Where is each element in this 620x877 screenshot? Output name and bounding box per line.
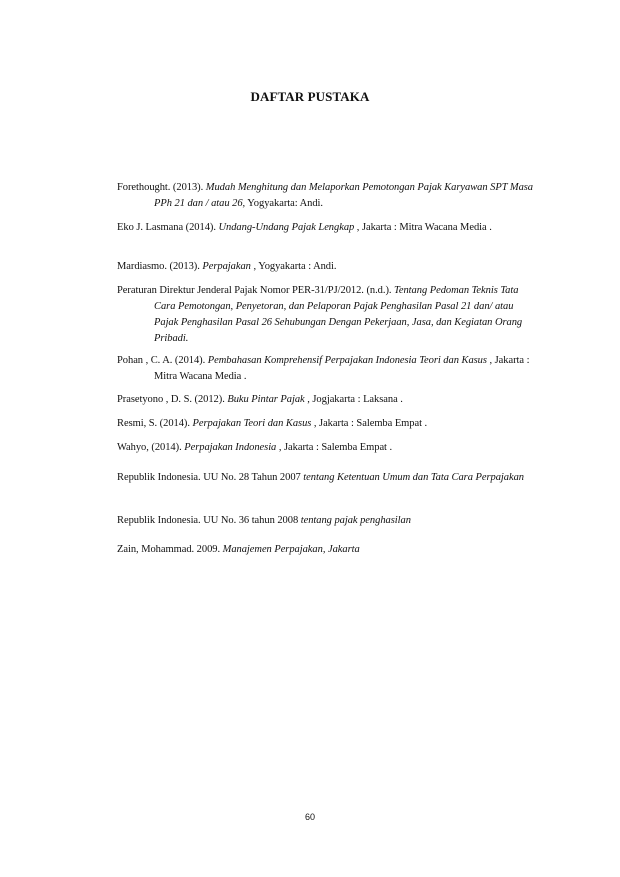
reference-title: tentang Ketentuan Umum dan Tata Cara Perpajakan (303, 472, 524, 483)
reference-author: Resmi, S. (2014). (117, 418, 193, 429)
reference-item (117, 259, 535, 275)
reference-item (117, 392, 535, 408)
reference-publisher: , Yogyakarta : Andi. (250, 261, 337, 272)
reference-item (117, 542, 535, 558)
reference-item (117, 416, 535, 432)
reference-author: Forethought. (2013). (117, 182, 206, 193)
reference-item (117, 283, 535, 347)
reference-title: Undang-Undang Pajak Lengkap (218, 222, 355, 233)
reference-title: Manajemen Perpajakan, Jakarta (222, 544, 360, 555)
reference-author: Wahyo, (2014). (117, 442, 185, 453)
reference-title: tentang pajak penghasilan (300, 515, 411, 526)
reference-item (117, 353, 535, 385)
reference-item (117, 440, 535, 456)
reference-author: Prasetyono , D. S. (2012). (117, 394, 228, 405)
reference-publisher: Yogyakarta: Andi. (245, 198, 323, 209)
reference-author: Republik Indonesia. UU No. 28 Tahun 2007 (117, 472, 304, 483)
reference-publisher: , Jogjakarta : Laksana . (304, 394, 403, 405)
reference-title: Perpajakan Teori dan Kasus (192, 418, 312, 429)
page-number: 60 (304, 812, 315, 822)
reference-publisher: , Jakarta : Mitra Wacana Media . (154, 355, 530, 382)
reference-title: Mudah Menghitung dan Melaporkan Pemotongan Pajak Karyawan SPT Masa PPh 21 dan / atau 26, (154, 182, 534, 209)
reference-author: Peraturan Direktur Jenderal Pajak Nomor PER-31/PJ/2012. (n.d.). (117, 285, 395, 296)
reference-title: Perpajakan Indonesia (184, 442, 277, 453)
reference-author: Pohan , C. A. (2014). (117, 355, 208, 366)
reference-item (117, 180, 535, 212)
reference-author: Eko J. Lasmana (2014). (117, 222, 219, 233)
reference-author: Republik Indonesia. UU No. 36 tahun 2008 (117, 515, 301, 526)
reference-publisher: , Jakarta : Salemba Empat . (311, 418, 428, 429)
reference-item (117, 220, 535, 236)
reference-title: Pembahasan Komprehensif Perpajakan Indonesia Teori dan Kasus (207, 355, 487, 366)
reference-title: Perpajakan (202, 261, 251, 272)
reference-item (117, 470, 535, 486)
reference-title: Buku Pintar Pajak (227, 394, 305, 405)
reference-author: Mardiasmo. (2013). (117, 261, 203, 272)
reference-item (117, 513, 535, 529)
reference-publisher: , Jakarta : Mitra Wacana Media . (354, 222, 492, 233)
reference-publisher: , Jakarta : Salemba Empat . (276, 442, 393, 453)
reference-title: Tentang Pedoman Teknis Tata Cara Pemotongan, Penyetoran, dan Pelaporan Pajak Penghasilan Pasal 21 dan/ atau Pajak Penghasilan Pasal 26 Sehubungan Dengan Pekerjaan, Jasa, dan Kegiatan Orang Pribadi. (154, 285, 523, 344)
page-title: DAFTAR PUSTAKA (250, 89, 370, 104)
reference-author: Zain, Mohammad. 2009. (117, 544, 223, 555)
